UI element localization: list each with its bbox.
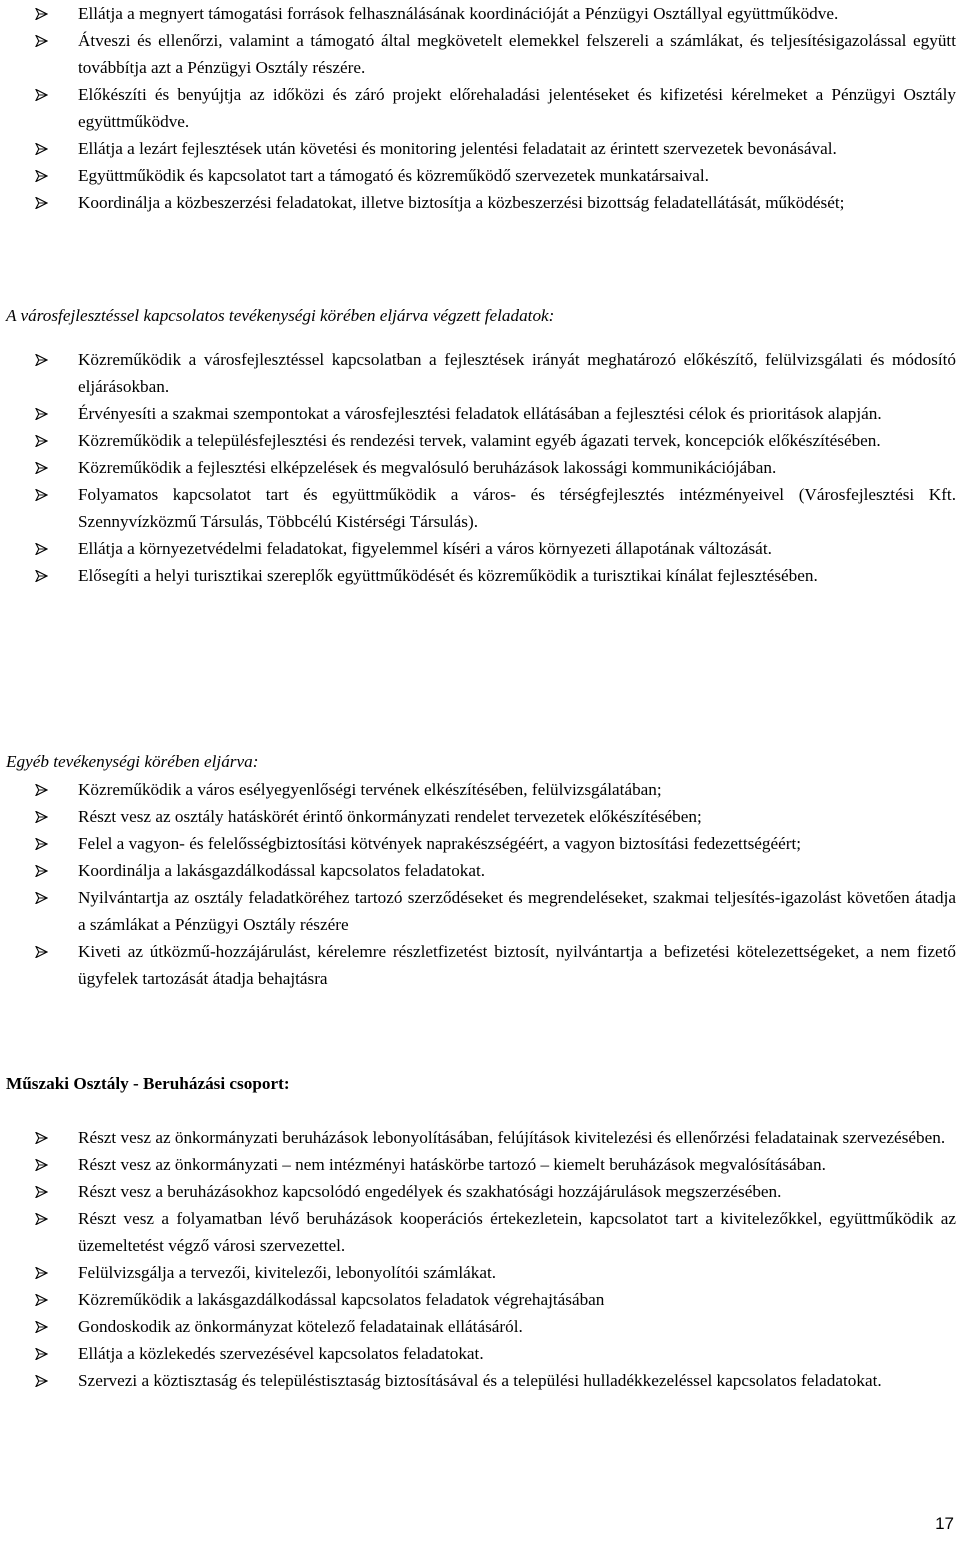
arrowhead-bullet-icon (35, 8, 48, 20)
page-number: 17 (935, 1514, 954, 1533)
arrowhead-bullet-icon (35, 946, 48, 958)
list-item (0, 27, 956, 81)
section-3-heading: Egyéb tevékenységi körében eljárva: (6, 752, 259, 771)
list-item-text: Ellátja a környezetvédelmi feladatokat, figyelemmel kíséri a város környezeti állapotának változását. (78, 539, 772, 558)
list-item-text: Elősegíti a helyi turisztikai szereplők együttműködését és közreműködik a turisztikai kínálat fejlesztésében. (78, 566, 818, 585)
list-item (0, 830, 956, 857)
arrowhead-bullet-icon (35, 1159, 48, 1171)
list-item-text: Közreműködik a településfejlesztési és rendezési tervek, valamint egyéb ágazati tervek, koncepciók előkészítésében. (78, 431, 881, 450)
list-item-text: Gondoskodik az önkormányzat kötelező feladatainak ellátásáról. (78, 1317, 523, 1336)
list-item-text: Koordinálja a lakásgazdálkodással kapcsolatos feladatokat. (78, 861, 486, 880)
list-item-text: Közreműködik a fejlesztési elképzelések és megvalósuló beruházások lakossági kommunikációjában. (78, 458, 777, 477)
arrowhead-bullet-icon (35, 570, 48, 582)
section-4-heading: Műszaki Osztály - Beruházási csoport: (6, 1074, 290, 1093)
list-item (0, 135, 956, 162)
arrowhead-bullet-icon (35, 838, 48, 850)
list-item-text: Közreműködik a városfejlesztéssel kapcsolatban a fejlesztések irányát meghatározó előkészítő, felülvizsgálati és módosító eljárásokban. (78, 350, 956, 396)
list-item-text: Szervezi a köztisztaság és településtisztaság biztosításával és a települési hulladékkezeléssel kapcsolatos feladatokat. (78, 1371, 882, 1390)
arrowhead-bullet-icon (35, 35, 48, 47)
arrowhead-bullet-icon (35, 143, 48, 155)
list-item (0, 938, 956, 992)
list-item (0, 1367, 956, 1394)
list-item (0, 427, 956, 454)
list-item (0, 189, 956, 216)
list-item (0, 535, 956, 562)
arrowhead-bullet-icon (35, 784, 48, 796)
list-item-text: Együttműködik és kapcsolatot tart a támogató és közreműködő szervezetek munkatársaival. (78, 166, 709, 185)
list-item (0, 81, 956, 135)
list-item (0, 1286, 956, 1313)
list-item (0, 1340, 956, 1367)
list-item-text: Részt vesz az önkormányzati beruházások lebonyolításában, felújítások kivitelezési és ellenőrzési feladatainak szervezésében. (78, 1128, 946, 1147)
section-1-list (0, 0, 956, 216)
arrowhead-bullet-icon (35, 89, 48, 101)
arrowhead-bullet-icon (35, 1348, 48, 1360)
list-item (0, 481, 956, 535)
list-item (0, 454, 956, 481)
arrowhead-bullet-icon (35, 1294, 48, 1306)
arrowhead-bullet-icon (35, 408, 48, 420)
list-item (0, 1124, 956, 1151)
arrowhead-bullet-icon (35, 170, 48, 182)
arrowhead-bullet-icon (35, 1267, 48, 1279)
arrowhead-bullet-icon (35, 197, 48, 209)
list-item-text: Folyamatos kapcsolatot tart és együttműködik a város- és térségfejlesztés intézményeivel (Városfejlesztési Kft. Szennyvízközmű Társulás, Többcélú Kistérségi Társulás). (78, 485, 956, 531)
list-item-text: Ellátja a lezárt fejlesztések után követési és monitoring jelentési feladatait az érintett szervezetek bevonásával. (78, 139, 837, 158)
arrowhead-bullet-icon (35, 1132, 48, 1144)
arrowhead-bullet-icon (35, 435, 48, 447)
list-item-text: Nyilvántartja az osztály feladatköréhez tartozó szerződéseket és megrendeléseket, szakmai teljesítés-igazolást követően átadja a számlákat a Pénzügyi Osztály részére (78, 888, 956, 934)
arrowhead-bullet-icon (35, 354, 48, 366)
list-item (0, 1151, 956, 1178)
section-2-heading: A városfejlesztéssel kapcsolatos tevékenységi körében eljárva végzett feladatok: (6, 306, 555, 325)
list-item (0, 1259, 956, 1286)
list-item (0, 562, 956, 589)
list-item-text: Előkészíti és benyújtja az időközi és záró projekt előrehaladási jelentéseket és kifizetési kérelmeket a Pénzügyi Osztály együttműködve. (78, 85, 956, 131)
arrowhead-bullet-icon (35, 892, 48, 904)
arrowhead-bullet-icon (35, 1186, 48, 1198)
section-4-list (0, 1124, 956, 1394)
list-item-text: Részt vesz a folyamatban lévő beruházások kooperációs értekezletein, kapcsolatot tart a kivitelezőkkel, együttműködik az üzemeltetést végző városi szervezettel. (78, 1209, 956, 1255)
list-item-text: Közreműködik a lakásgazdálkodással kapcsolatos feladatok végrehajtásában (78, 1290, 605, 1309)
list-item-text: Ellátja a közlekedés szervezésével kapcsolatos feladatokat. (78, 1344, 484, 1363)
arrowhead-bullet-icon (35, 1375, 48, 1387)
list-item-text: Koordinálja a közbeszerzési feladatokat, illetve biztosítja a közbeszerzési bizottság feladatellátását, működését; (78, 193, 845, 212)
list-item-text: Részt vesz a beruházásokhoz kapcsolódó engedélyek és szakhatósági hozzájárulások megszerzésében. (78, 1182, 782, 1201)
list-item-text: Részt vesz az önkormányzati – nem intézményi hatáskörbe tartozó – kiemelt beruházások megvalósításában. (78, 1155, 826, 1174)
arrowhead-bullet-icon (35, 489, 48, 501)
list-item-text: Részt vesz az osztály hatáskörét érintő önkormányzati rendelet tervezetek előkészítésében; (78, 807, 702, 826)
arrowhead-bullet-icon (35, 462, 48, 474)
list-item (0, 1313, 956, 1340)
list-item (0, 884, 956, 938)
list-item-text: Felel a vagyon- és felelősségbiztosítási kötvények naprakészségéért, a vagyon biztosítási fedezettségéért; (78, 834, 802, 853)
arrowhead-bullet-icon (35, 543, 48, 555)
arrowhead-bullet-icon (35, 811, 48, 823)
arrowhead-bullet-icon (35, 1321, 48, 1333)
arrowhead-bullet-icon (35, 1213, 48, 1225)
list-item (0, 776, 956, 803)
list-item (0, 0, 956, 27)
list-item-text: Felülvizsgálja a tervezői, kivitelezői, lebonyolítói számlákat. (78, 1263, 497, 1282)
list-item-text: Kiveti az útközmű-hozzájárulást, kérelemre részletfizetést biztosít, nyilvántartja a befizetési kötelezettségeket, a nem fizető ügyfelek tartozását átadja behajtásra (78, 942, 956, 988)
list-item (0, 1178, 956, 1205)
list-item (0, 803, 956, 830)
arrowhead-bullet-icon (35, 865, 48, 877)
list-item-text: Közreműködik a város esélyegyenlőségi tervének elkészítésében, felülvizsgálatában; (78, 780, 662, 799)
list-item-text: Ellátja a megnyert támogatási források felhasználásának koordinációját a Pénzügyi Osztállyal együttműködve. (78, 4, 839, 23)
list-item (0, 162, 956, 189)
section-2-list (0, 346, 956, 589)
section-3-list (0, 776, 956, 992)
list-item (0, 400, 956, 427)
list-item-text: Érvényesíti a szakmai szempontokat a városfejlesztési feladatok ellátásában a fejlesztési célok és prioritások alapján. (78, 404, 882, 423)
list-item (0, 1205, 956, 1259)
list-item (0, 346, 956, 400)
list-item (0, 857, 956, 884)
list-item-text: Átveszi és ellenőrzi, valamint a támogató által megkövetelt elemekkel felszereli a számlákat, és teljesítésigazolással együtt továbbítja azt a Pénzügyi Osztály részére. (78, 31, 956, 77)
